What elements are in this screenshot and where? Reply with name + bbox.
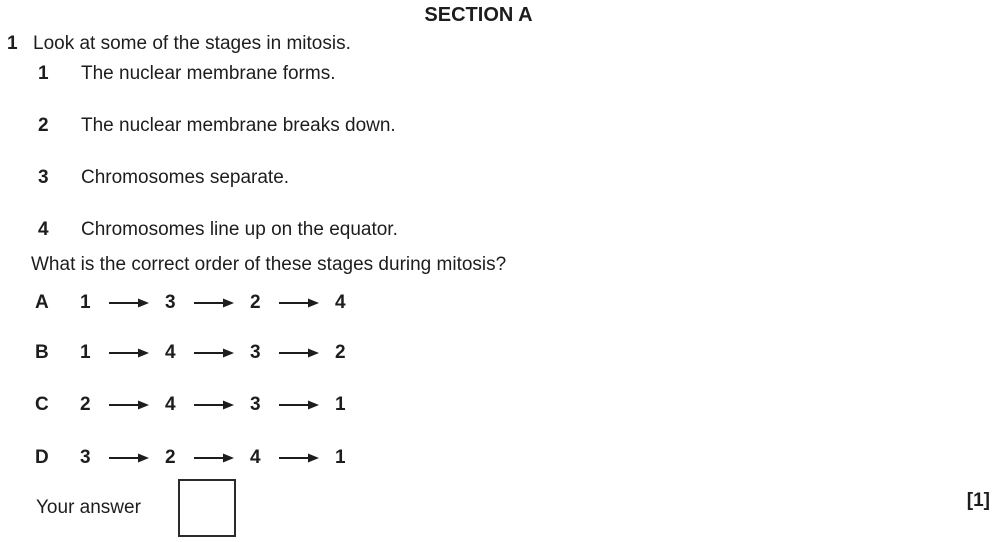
option-letter: C (35, 394, 49, 415)
arrow-right-icon (194, 453, 234, 463)
option-row-d (35, 447, 365, 469)
arrow-right-icon (279, 453, 319, 463)
stage-number: 1 (38, 63, 49, 84)
stage-number: 4 (38, 219, 49, 240)
option-step: 2 (80, 394, 91, 415)
arrow-right-icon (194, 298, 234, 308)
arrow-right-icon (109, 348, 149, 358)
arrow-right-icon (194, 400, 234, 410)
option-row-a (35, 292, 365, 314)
option-step: 2 (165, 447, 176, 468)
stage-text: Chromosomes line up on the equator. (81, 219, 398, 240)
option-step: 1 (335, 447, 346, 468)
option-row-b (35, 342, 365, 364)
option-row-c (35, 394, 365, 416)
option-step: 4 (335, 292, 346, 313)
arrow-right-icon (109, 400, 149, 410)
your-answer-label: Your answer (36, 497, 141, 518)
stage-number: 2 (38, 115, 49, 136)
option-letter: D (35, 447, 49, 468)
question-intro: Look at some of the stages in mitosis. (33, 33, 351, 54)
option-step: 4 (250, 447, 261, 468)
option-step: 3 (250, 342, 261, 363)
arrow-right-icon (109, 453, 149, 463)
option-letter: A (35, 292, 49, 313)
section-title: SECTION A (424, 4, 533, 26)
option-step: 4 (165, 342, 176, 363)
arrow-right-icon (279, 298, 319, 308)
arrow-right-icon (109, 298, 149, 308)
option-step: 3 (80, 447, 91, 468)
option-step: 2 (250, 292, 261, 313)
arrow-right-icon (279, 400, 319, 410)
option-step: 1 (80, 292, 91, 313)
option-step: 1 (80, 342, 91, 363)
option-letter: B (35, 342, 49, 363)
option-step: 2 (335, 342, 346, 363)
stage-text: The nuclear membrane breaks down. (81, 115, 396, 136)
question-prompt: What is the correct order of these stages during mitosis? (31, 254, 507, 275)
marks-badge: [1] (966, 490, 990, 511)
stage-text: Chromosomes separate. (81, 167, 290, 188)
option-step: 3 (250, 394, 261, 415)
question-number: 1 (7, 33, 18, 54)
stage-number: 3 (38, 167, 49, 188)
arrow-right-icon (194, 348, 234, 358)
option-step: 1 (335, 394, 346, 415)
stage-text: The nuclear membrane forms. (81, 63, 336, 84)
option-step: 3 (165, 292, 176, 313)
answer-box[interactable] (178, 479, 236, 537)
arrow-right-icon (279, 348, 319, 358)
option-step: 4 (165, 394, 176, 415)
